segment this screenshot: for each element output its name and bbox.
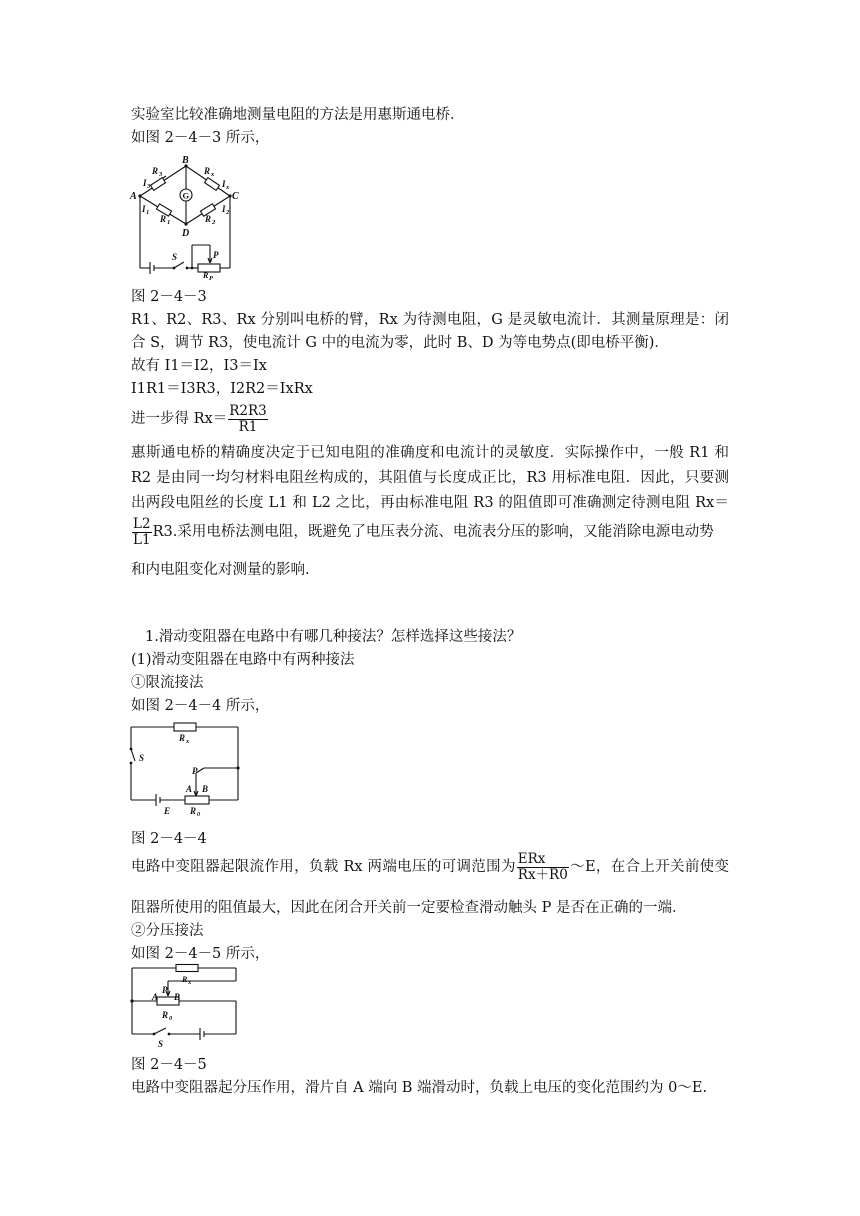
label-r0: R [190, 806, 197, 816]
intro-line-1: 实验室比较准确地测量电阻的方法是用惠斯通电桥． [131, 107, 465, 123]
para3-line-1 [131, 850, 729, 884]
para3-line-2: 阻器所使用的阻值最大，因此在闭合开关前一定要检查滑动触头 P 是否在正确的一端． [131, 900, 687, 916]
label-rp-sub: P [209, 275, 213, 282]
label-r2-sub: 2 [212, 219, 216, 226]
label-rx: R [182, 975, 188, 984]
limit-connection-heading: ①限流接法 [131, 675, 204, 691]
para1-line-4: I1R1＝I3R3，I2R2＝IxRx [131, 381, 313, 397]
question-1-title: 1.滑动变阻器在电路中有哪几种接法？怎样选择这些接法？ [145, 629, 522, 645]
para2-line-4-text: R3.采用电桥法测电阻，既避免了电压表分流、电流表分压的影响，又能消除电源电动势 [152, 524, 714, 540]
label-end-a: A [186, 784, 193, 794]
question-1-subtitle: (1)滑动变阻器在电路中有两种接法 [131, 652, 355, 668]
intro-line-2: 如图 2－4－3 所示， [131, 130, 270, 146]
label-r0: R [162, 1010, 169, 1020]
current-limiting-circuit-diagram [126, 721, 244, 817]
label-rx-sub: x [188, 979, 192, 986]
limit-figure-reference: 如图 2－4－4 所示， [131, 698, 270, 714]
para2-line-2: R2 是由同一均匀材料电阻丝构成的，其阻值与长度成正比，R3 用标准电阻．因此，只要测 [131, 470, 729, 486]
label-slider-p: P [213, 250, 219, 260]
label-i3-sub: 3 [147, 183, 151, 190]
label-end-b: B [202, 784, 209, 794]
label-rx: R [204, 166, 211, 176]
label-slider-p: P [192, 766, 198, 776]
label-ix-sub: x [226, 184, 230, 191]
label-end-b: B [174, 992, 181, 1002]
label-rp: R [203, 271, 209, 280]
para1-line-1: R1、R2、R3、Rx 分别叫电桥的臂，Rx 为待测电阻，G 是灵敏电流计．其测量原理是：闭 [131, 312, 729, 328]
label-i2: I [222, 204, 226, 214]
fraction-numerator: L2 [133, 515, 151, 532]
label-i3: I [143, 178, 147, 188]
label-r0-sub: 0 [169, 1015, 173, 1022]
fraction-numerator: R2R3 [229, 402, 267, 419]
node-label-b: B [182, 155, 189, 166]
node-label-d: D [182, 228, 190, 239]
label-ix: I [222, 179, 226, 189]
label-rx-sub: x [186, 738, 190, 745]
label-rx-sub: x [211, 171, 215, 178]
figure-caption-2-4-3: 图 2－4－3 [131, 289, 207, 305]
label-rx: R [179, 733, 186, 743]
para1-line-5 [131, 402, 269, 436]
figure-caption-2-4-5: 图 2－4－5 [131, 1057, 207, 1073]
figure-caption-2-4-4: 图 2－4－4 [131, 831, 207, 847]
label-r3: R [152, 166, 159, 176]
para3-line-1-pre: 电路中变阻器起限流作用，负载 Rx 两端电压的可调范围为 [131, 859, 516, 875]
label-source-e: E [164, 806, 171, 816]
label-r2: R [205, 214, 212, 224]
fraction-denominator: L1 [133, 531, 151, 548]
formula-rx-fraction [228, 404, 268, 435]
label-r3-sub: 3 [159, 171, 163, 178]
para2-line-1: 惠斯通电桥的精确度决定于已知电阻的准确度和电流计的灵敏度．实际操作中，一般 R1 和 [131, 445, 729, 461]
label-end-a: A [152, 992, 159, 1002]
node-label-c: C [232, 191, 239, 202]
para2-line-5: 和内电阻变化对测量的影响. [131, 562, 310, 578]
label-r1: R [160, 214, 167, 224]
para2-line-3: 出两段电阻丝的长度 L1 和 L2 之比，再由标准电阻 R3 的阻值即可准确测定待测电阻 Rx＝ [131, 495, 729, 511]
divider-connection-heading: ②分压接法 [131, 923, 204, 939]
voltage-range-fraction [517, 852, 569, 883]
para2-line-4 [131, 515, 714, 549]
label-i1-sub: 1 [146, 209, 150, 216]
formula-rx-prefix: 进一步得 Rx＝ [131, 411, 228, 427]
divider-figure-reference: 如图 2－4－5 所示， [131, 946, 270, 962]
label-i2-sub: 2 [226, 209, 230, 216]
label-r0-sub: 0 [197, 811, 201, 818]
label-slider-p: P [162, 985, 168, 995]
label-switch-s: S [172, 252, 178, 262]
fraction-denominator: Rx＋R0 [517, 866, 568, 883]
length-ratio-fraction [132, 517, 152, 548]
para4-line-1: 电路中变阻器起分压作用，滑片自 A 端向 B 端滑动时，负载上电压的变化范围约为 0～E. [131, 1080, 708, 1096]
para3-line-1-post: ～E，在合上开关前使变 [569, 859, 729, 875]
wheatstone-bridge-diagram [128, 152, 244, 282]
label-i1: I [142, 204, 146, 214]
label-switch-s: S [158, 1039, 164, 1049]
label-switch-s: S [139, 753, 145, 763]
galvanometer-label: G [182, 190, 190, 201]
node-label-a: A [130, 191, 137, 202]
para1-line-3: 故有 I1＝I2，I3＝Ix [131, 358, 267, 374]
para1-line-2: 合 S，调节 R3，使电流计 G 中的电流为零，此时 B、D 为等电势点(即电桥平衡)． [131, 335, 669, 351]
fraction-denominator: R1 [238, 418, 258, 435]
voltage-divider-circuit-diagram [126, 964, 244, 1050]
fraction-numerator: ERx [517, 852, 569, 868]
label-r1-sub: 1 [167, 219, 171, 226]
